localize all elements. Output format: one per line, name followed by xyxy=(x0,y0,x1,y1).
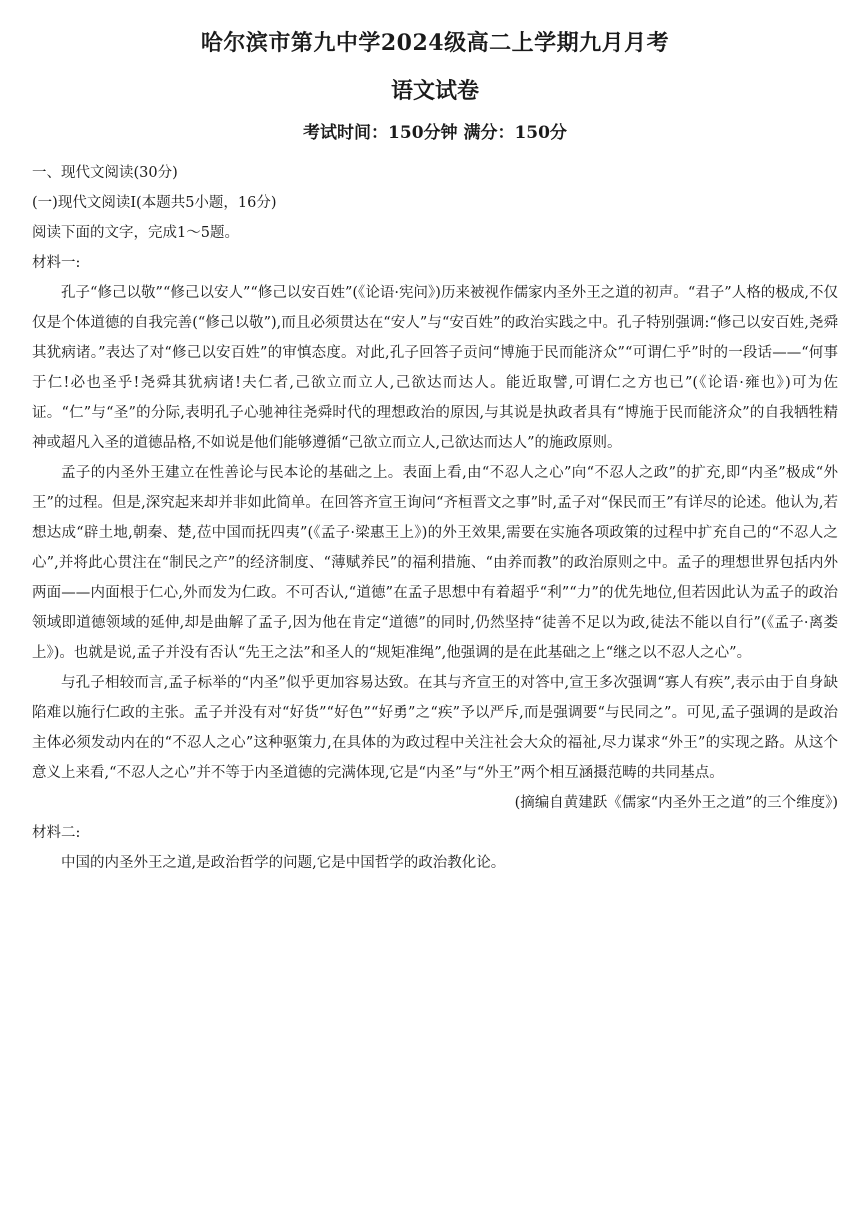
section-subheading: (一)现代文阅读Ⅰ(本题共5小题，16分) xyxy=(32,195,277,211)
exam-title: 哈尔滨市第九中学2024级高二上学期九月月考 xyxy=(200,30,670,56)
material-one-paragraph: 与孔子相较而言,孟子标举的“内圣”似乎更加容易达致。在其与齐宣王的对答中,宣王多次强调“寡人有疾”,表示由于自身缺陷难以施行仁政的主张。孟子并没有对“好货”“好色”“好勇”之“疾”予以严斥,而是强调要“与民同之”。可见,孟子强调的是政治主体必须发动内在的“不忍人之心”这种驱策力,在具体的为政过程中关注社会大众的福祉,尽力谋求“外王”的实现之路。从这个意义上来看,“不忍人之心”并不等于内圣道德的完满体现,它是“内圣”与“外王”两个相互涵摄范畴的共同基点。 xyxy=(32,675,838,781)
reading-instruction: 阅读下面的文字，完成1～5题。 xyxy=(32,225,239,241)
material-two-label: 材料二: xyxy=(32,825,81,841)
material-one-label: 材料一: xyxy=(32,255,81,271)
exam-time-and-score: 考试时间：150分钟 满分：150分 xyxy=(303,123,567,143)
section-heading: 一、现代文阅读(30分) xyxy=(32,165,178,181)
subject-title: 语文试卷 xyxy=(390,78,479,104)
material-one-paragraph: 孔子“修己以敬”“修己以安人”“修己以安百姓”(《论语·宪问》)历来被视作儒家内圣外王之道的初声。“君子”人格的极成,不仅仅是个体道德的自我完善(“修己以敬”),而且必须贯达在“安人”与“安百姓”的政治实践之中。孔子特别强调:“修己以安百姓,尧舜其犹病诸。”表达了对“修己以安百姓”的审慎态度。对此,孔子回答子贡问“博施于民而能济众”“可谓仁乎”时的一段话——“何事于仁!必也圣乎!尧舜其犹病诸!夫仁者,己欲立而立人,己欲达而达人。能近取譬,可谓仁之方也已”(《论语·雍也》)可为佐证。“仁”与“圣”的分际,表明孔子心驰神往尧舜时代的理想政治的原因,与其说是执政者具有“博施于民而能济众”的自我牺牲精神或超凡入圣的道德品格,不如说是他们能够遵循“己欲立而立人,己欲达而达人”的施政原则。 xyxy=(32,285,838,451)
material-two-paragraph: 中国的内圣外王之道,是政治哲学的问题,它是中国哲学的政治教化论。 xyxy=(61,855,506,871)
material-one-source: (摘编自黄建跃《儒家“内圣外王之道”的三个维度》) xyxy=(514,795,838,811)
material-one-paragraph: 孟子的内圣外王建立在性善论与民本论的基础之上。表面上看,由“不忍人之心”向“不忍人之政”的扩充,即“内圣”极成“外王”的过程。但是,深究起来却并非如此简单。在回答齐宣王询问“齐桓晋文之事”时,孟子对“保民而王”有详尽的论述。他认为,若想达成“辟土地,朝秦、楚,莅中国而抚四夷”(《孟子·梁惠王上》)的外王效果,需要在实施各项政策的过程中扩充自己的“不忍人之心”,并将此心贯注在“制民之产”的经济制度、“薄赋养民”的福利措施、“由养而教”的政治原则之中。孟子的理想世界包括内外两面——内面根于仁心,外而发为仁政。不可否认,“道德”在孟子思想中有着超乎“利”“力”的优先地位,但若因此认为孟子的政治领域即道德领域的延伸,却是曲解了孟子,因为他在肯定“道德”的同时,仍然坚持“徒善不足以为政,徒法不能以自行”(《孟子·离娄上》)。也就是说,孟子并没有否认“先王之法”和圣人的“规矩准绳”,他强调的是在此基础之上“继之以不忍人之心”。 xyxy=(32,465,838,661)
exam-page xyxy=(32,28,838,878)
